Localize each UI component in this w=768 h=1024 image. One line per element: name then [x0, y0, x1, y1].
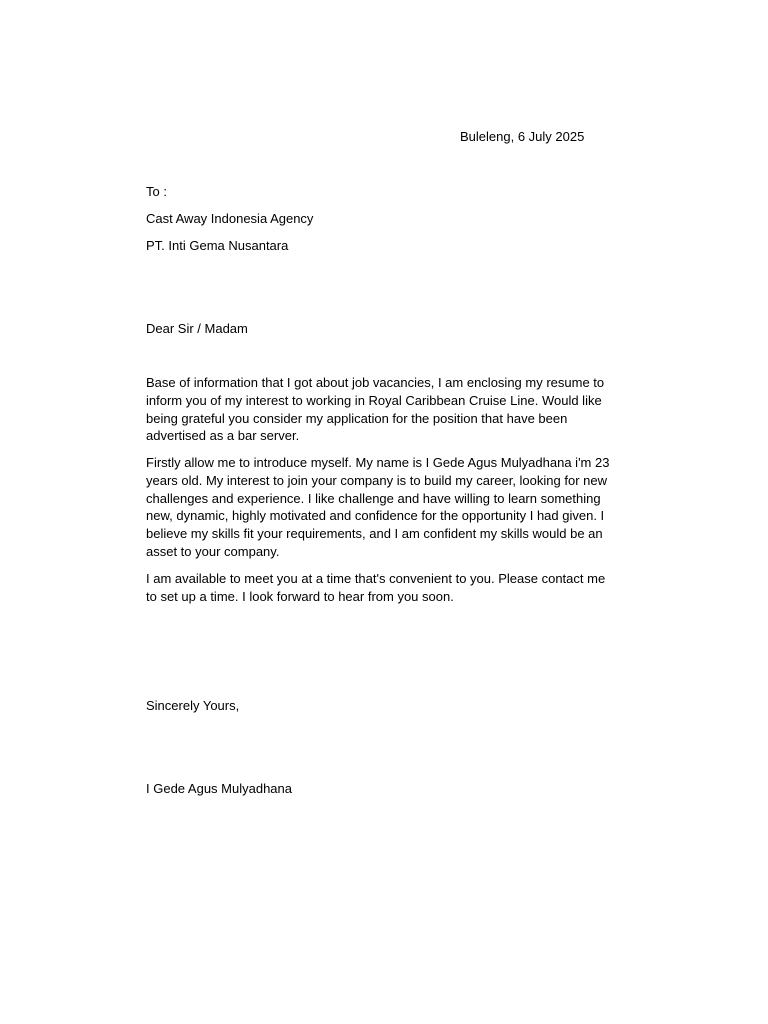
paragraph-line: to set up a time. I look forward to hear from you soon.	[146, 588, 454, 604]
paragraph-line: Base of information that I got about job vacancies, I am enclosing my resume to	[146, 375, 605, 390]
paragraph-line: being grateful you consider my application for the position that have been	[146, 410, 568, 426]
paragraph-line: asset to your company.	[146, 543, 280, 559]
recipient-line-1: Cast Away Indonesia Agency	[146, 211, 314, 226]
paragraph-line: advertised as a bar server.	[146, 428, 300, 444]
to-label: To :	[146, 184, 167, 199]
body-paragraph-1	[146, 374, 622, 445]
salutation: Dear Sir / Madam	[146, 321, 248, 336]
signature-name: I Gede Agus Mulyadhana	[146, 781, 292, 796]
paragraph-line: new, dynamic, highly motivated and confidence for the opportunity I had given. I	[146, 508, 605, 524]
paragraph-line: believe my skills fit your requirements, and I am confident my skills would be an	[146, 526, 603, 542]
body-paragraph-2	[146, 454, 622, 561]
paragraph-line: Firstly allow me to introduce myself. My name is I Gede Agus Mulyadhana i'm 23	[146, 455, 610, 470]
closing: Sincerely Yours,	[146, 698, 240, 713]
paragraph-line: inform you of my interest to working in Royal Caribbean Cruise Line. Would like	[146, 392, 602, 408]
paragraph-line: I am available to meet you at a time that's convenient to you. Please contact me	[146, 571, 606, 586]
recipient-line-2: PT. Inti Gema Nusantara	[146, 238, 289, 253]
letter-date: Buleleng, 6 July 2025	[460, 129, 585, 144]
body-paragraph-3	[146, 570, 622, 606]
paragraph-line: years old. My interest to join your company is to build my career, looking for new	[146, 472, 607, 488]
paragraph-line: challenges and experience. I like challenge and have willing to learn something	[146, 490, 601, 506]
